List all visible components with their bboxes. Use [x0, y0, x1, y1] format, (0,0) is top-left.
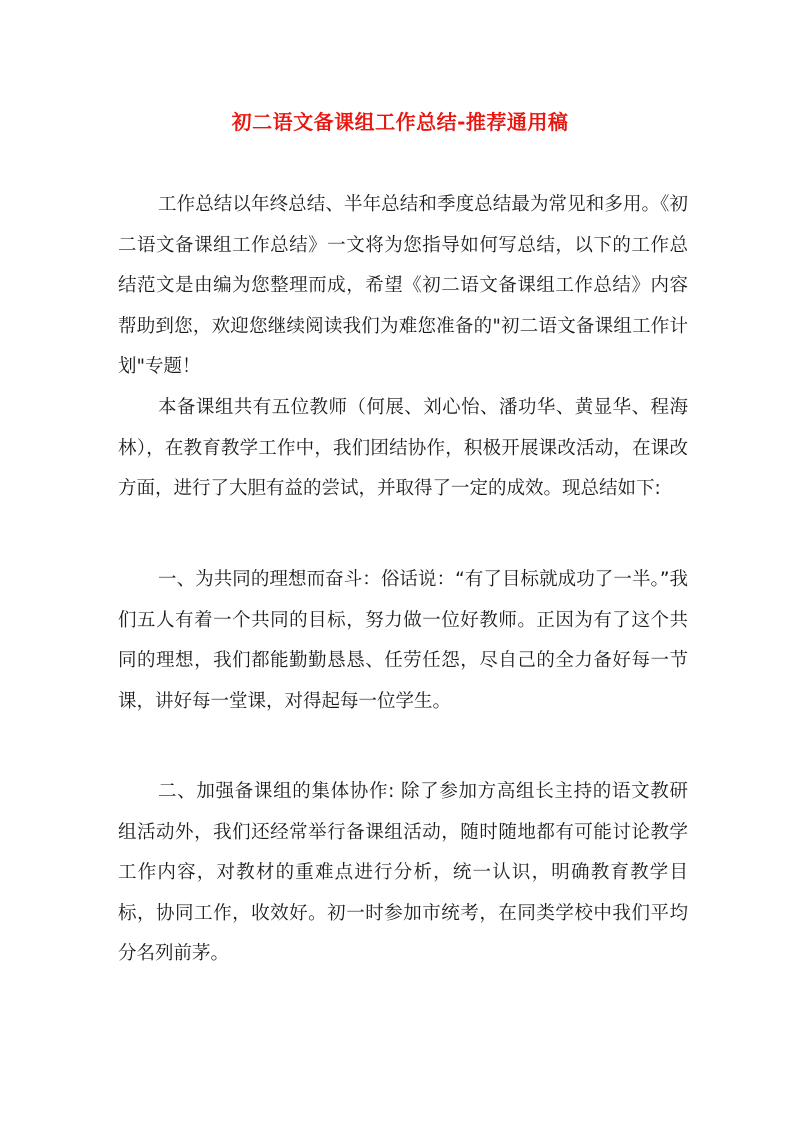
paragraph-section-one: 一、为共同的理想而奋斗：俗话说：“有了目标就成功了一半。”我们五人有着一个共同的目标，努力做一位好教师。正因为有了这个共同的理想，我们都能勤勤恳恳、任劳任怨，尽自己的全力备好每一节课，讲好每一堂课，对得起每一位学生。 [118, 569, 688, 712]
document-title: 初二语文备课组工作总结-推荐通用稿 [231, 110, 569, 134]
paragraph-intro: 工作总结以年终总结、半年总结和季度总结最为常见和多用。《初二语文备课组工作总结》一文将为您指导如何写总结，以下的工作总结范文是由编为您整理而成，希望《初二语文备课组工作总结》内容帮助到您，欢迎您继续阅读我们为难您准备的"初二语文备课组工作计划"专题！ [118, 194, 688, 377]
paragraph-team-overview: 本备课组共有五位教师（何展、刘心怡、潘功华、黄显华、程海林），在教育教学工作中，我们团结协作，积极开展课改活动，在课改方面，进行了大胆有益的尝试，并取得了一定的成效。现总结如下: [118, 397, 688, 499]
paragraph-section-two: 二、加强备课组的集体协作: 除了参加方高组长主持的语文教研组活动外，我们还经常举行备课组活动，随时随地都有可能讨论教学工作内容，对教材的重难点进行分析，统一认识，明确教育教学目标，协同工作，收效好。初一时参加市统考，在同类学校中我们平均分名列前茅。 [118, 781, 688, 964]
